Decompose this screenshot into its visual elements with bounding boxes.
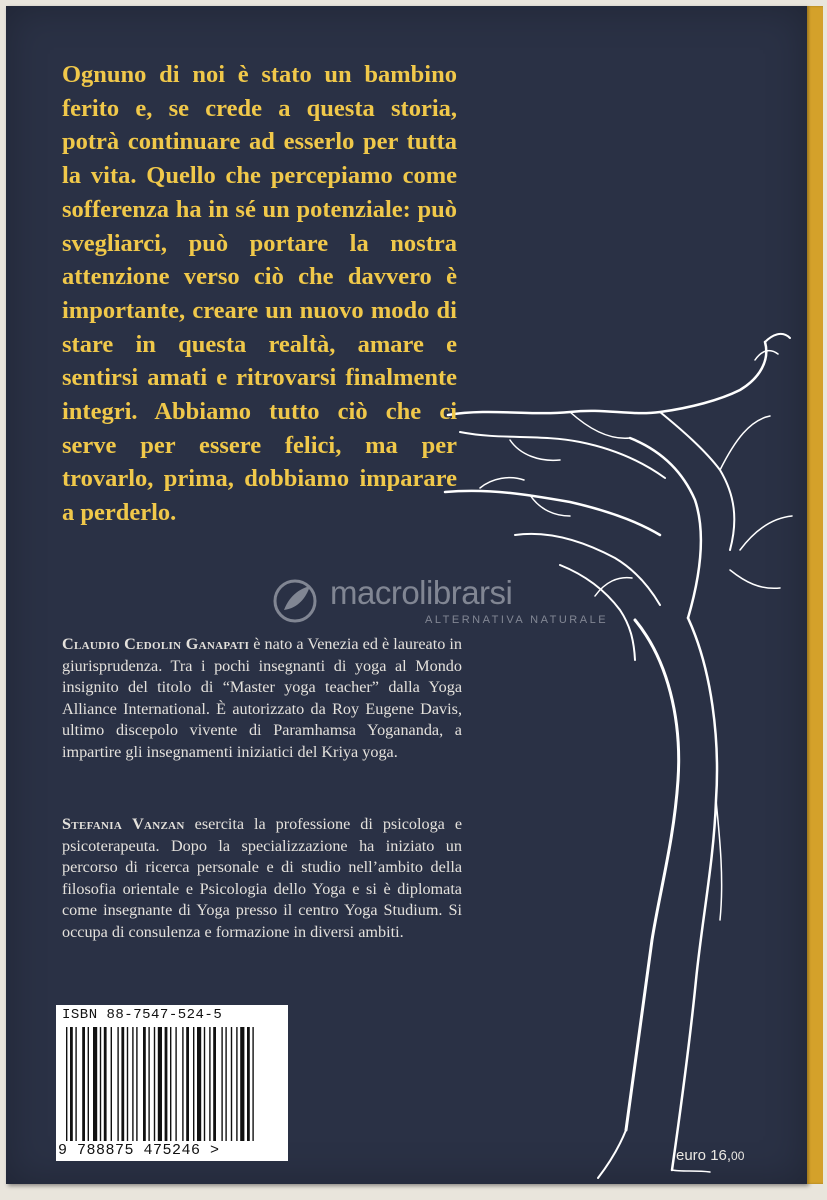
isbn-barcode	[56, 1005, 288, 1161]
leaf-logo-icon	[270, 576, 320, 626]
barcode-bars	[66, 1027, 278, 1141]
back-cover-blurb: Ognuno di noi è stato un bambino ferito e, se crede a questa storia, potrà continuare ad esserlo per tutta la vita. Quello che percepiamo come sofferenza ha in sé un potenziale: può svegliarci, può portare la nostra attenzione verso ciò che davvero è importante, creare un nuovo modo di stare in questa realtà, amare e sentirsi amati e ritrovarsi finalmente integri. Abbiamo tutto ciò che ci serve per essere felici, ma per trovarlo, prima, dobbiamo imparare a perderlo.	[62, 61, 457, 527]
author-bio-stefania	[62, 814, 462, 943]
watermark-brand: macrolibrarsi	[330, 574, 513, 611]
ean-number: 9 788875 475246 >	[58, 1142, 220, 1159]
price-cents: 00	[731, 1149, 745, 1163]
tree-illustration	[420, 320, 810, 1180]
macrolibrarsi-watermark	[270, 572, 609, 632]
author-bio-claudio	[62, 634, 462, 763]
author-name-claudio: Claudio Cedolin Ganapati	[62, 635, 250, 653]
author-bio-text-stefania: esercita la professione di psicologa e psicoterapeuta. Dopo la specializzazione ha iniziato un percorso di ricerca personale e di studio nell’ambito della filosofia orientale e Psicologia dello Yoga e si è diplomata come insegnante di Yoga presso il centro Yoga Studium. Si occupa di consulenza e formazione in diversi ambiti.	[62, 815, 463, 941]
isbn-number: ISBN 88-7547-524-5	[62, 1007, 223, 1023]
author-bio-text-claudio: è nato a Venezia ed è laureato in giurisprudenza. Tra i pochi insegnanti di yoga al Mondo insignito del titolo di “Master yoga teacher” dalla Yoga Alliance International. È autorizzato da Roy Eugene Davis, ultimo discepolo vivente di Paramhamsa Yogananda, a impartire gli insegnamenti iniziatici del Kriya yoga.	[62, 635, 462, 761]
price-label	[676, 1147, 744, 1164]
watermark-tagline: ALTERNATIVA NATURALE	[425, 614, 609, 626]
author-name-stefania: Stefania Vanzan	[62, 815, 185, 833]
price-main: euro 16,	[676, 1147, 732, 1164]
